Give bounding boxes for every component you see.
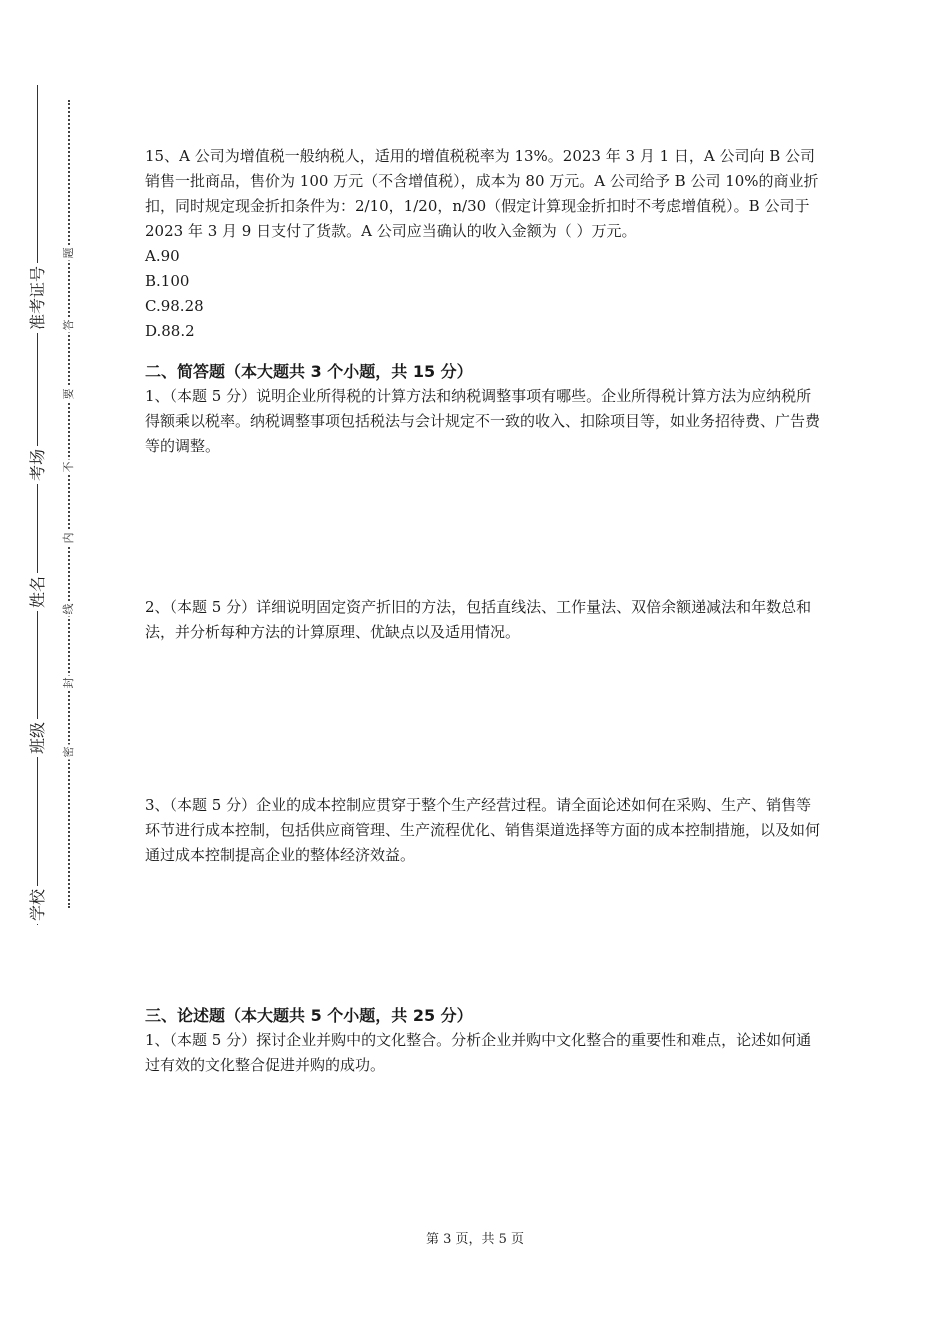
seal-char: 题 [62,247,75,259]
field-exam-room: 考场 [29,446,47,484]
seal-char: 密 [62,746,75,758]
option-a: A.90 [145,247,180,265]
seal-char: 要 [62,388,75,400]
field-name: 姓名 [29,573,47,611]
exam-content [145,144,825,1078]
question-15-stem: 15、A 公司为增值税一般纳税人，适用的增值税税率为 13%。2023 年 3 月 1 日，A 公司向 B 公司销售一批商品，售价为 100 万元（不含增值税），成本为 80 万元。A 公司给予 B 公司 10%的商业折扣，同时规定现金折扣条件为：2/10，1/20，n/30（假定计算现金折扣时不考虑增值税）。B 公司于 2023 年 3 月 9 日支付了货款。A 公司应当确认的收入金额为（ ）万元。 [145,147,819,240]
field-class: 班级 [29,719,47,757]
short-answer-q3: 3、（本题 5 分）企业的成本控制应贯穿于整个生产经营过程。请全面论述如何在采购、生产、销售等环节进行成本控制，包括供应商管理、生产流程优化、销售渠道选择等方面的成本控制措施，以及如何通过成本控制提高企业的整体经济效益。 [145,796,821,864]
seal-char: 答 [62,319,75,331]
short-answer-q1: 1、（本题 5 分）说明企业所得税的计算方法和纳税调整事项有哪些。企业所得税计算方法为应纳税所得额乘以税率。纳税调整事项包括税法与会计规定不一致的收入、扣除项目等，如业务招待费、广告费等的调整。 [145,387,821,455]
field-school: 学校 [29,886,47,924]
binding-dotted-line [68,100,70,908]
essay-q1: 1、（本题 5 分）探讨企业并购中的文化整合。分析企业并购中文化整合的重要性和难点，论述如何通过有效的文化整合促进并购的成功。 [145,1031,812,1074]
option-d: D.88.2 [145,322,195,340]
binding-margin [0,0,90,1344]
page-footer: 第 3 页，共 5 页 [425,1232,525,1247]
binding-solid-line [37,85,38,925]
option-c: C.98.28 [145,297,204,315]
option-b: B.100 [145,272,190,290]
field-exam-number: 准考证号 [29,263,47,333]
section-3-title: 三、论述题（本大题共 5 个小题，共 25 分） [145,1006,473,1025]
seal-char: 封 [62,677,75,689]
seal-char: 不 [62,461,75,473]
short-answer-q2: 2、（本题 5 分）详细说明固定资产折旧的方法，包括直线法、工作量法、双倍余额递减法和年数总和法，并分析每种方法的计算原理、优缺点以及适用情况。 [145,598,812,641]
seal-char: 线 [62,603,75,615]
section-2-title: 二、简答题（本大题共 3 个小题，共 15 分） [145,362,473,381]
seal-char: 内 [62,532,75,544]
